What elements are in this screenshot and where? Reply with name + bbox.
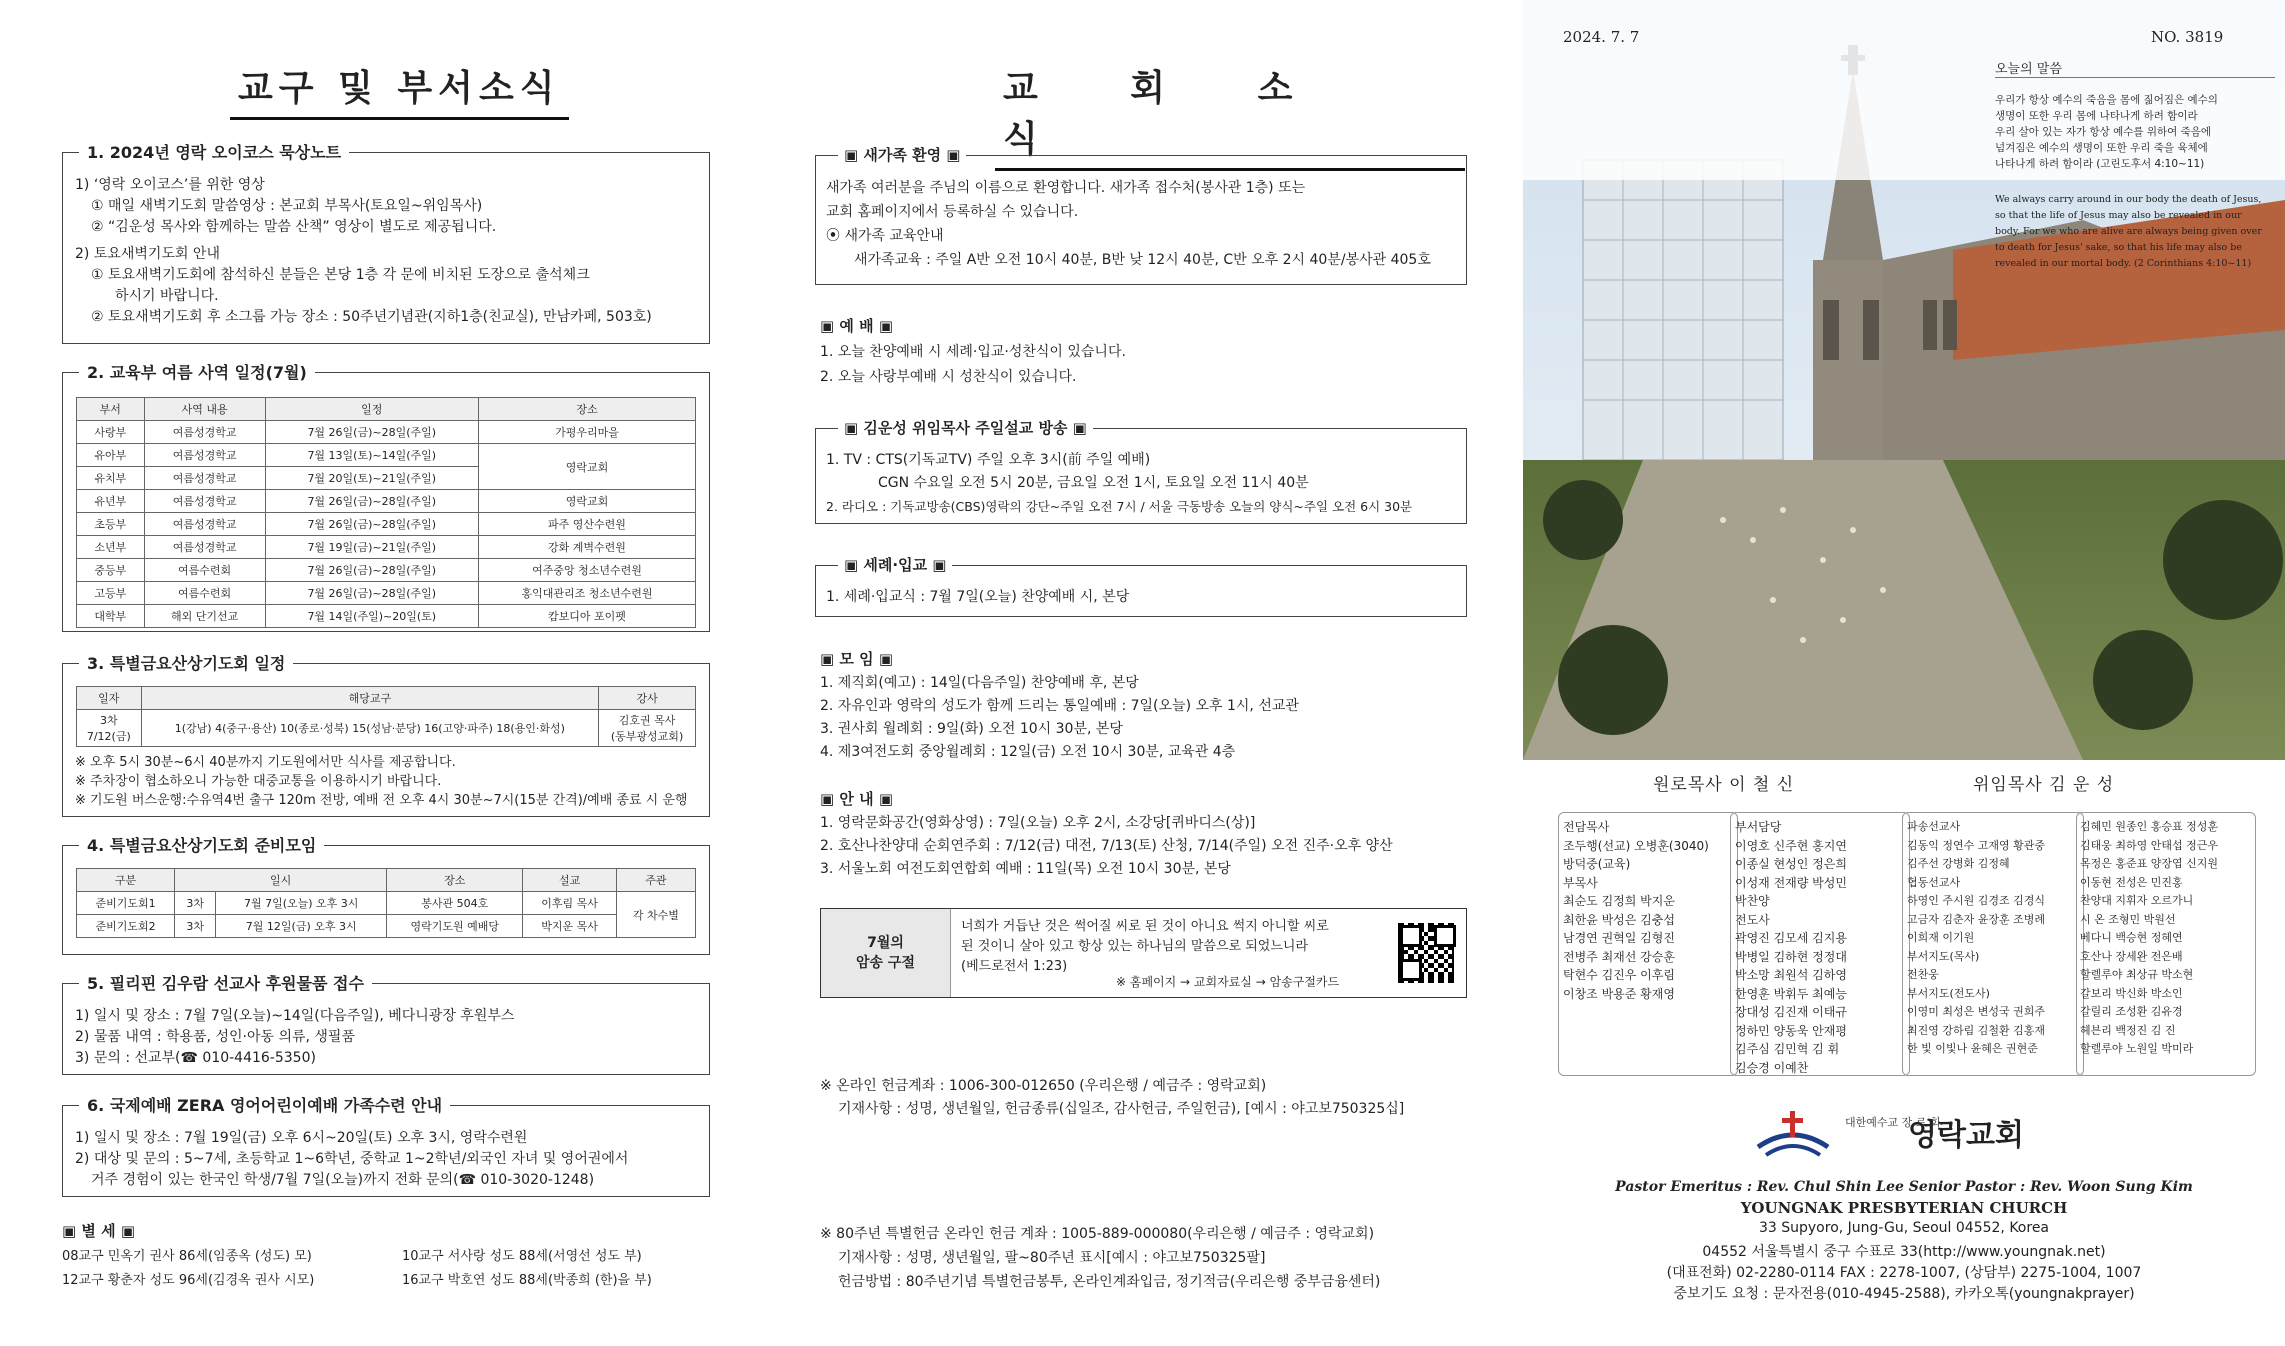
staff-col-1 bbox=[1563, 818, 1709, 1003]
obituary-title: ▣ 별 세 ▣ bbox=[62, 1222, 135, 1240]
obituary-item: 10교구 서사랑 성도 88세(서영선 성도 부) bbox=[402, 1249, 642, 1264]
baptism-title: ▣ 세례·입교 ▣ bbox=[838, 554, 952, 575]
welcome-box bbox=[815, 146, 1467, 285]
staff-line: 최진영 강하림 김철환 김홍재 bbox=[1907, 1023, 2046, 1037]
section-zera bbox=[62, 1096, 710, 1197]
offering-line: ※ 온라인 헌금계좌 : 1006-300-012650 (우리은행 / 예금주 : 영락교회) bbox=[820, 1078, 1267, 1094]
table-header: 설교 bbox=[523, 869, 616, 892]
table-row bbox=[77, 513, 696, 536]
table-cell: 여름성경학교 bbox=[144, 421, 265, 444]
church-name-ko: 영락교회 bbox=[1908, 1118, 2024, 1153]
memory-verse-box bbox=[820, 908, 1467, 998]
table-cell: 캄보디아 포이펫 bbox=[478, 605, 695, 628]
staff-line: 갈릴리 조성환 김유경 bbox=[2080, 1005, 2183, 1018]
welcome-line: 교회 홈페이지에서 등록하실 수 있습니다. bbox=[826, 204, 1079, 220]
staff-line: 파송선교사 bbox=[1907, 820, 1961, 833]
table-cell: 여름수련회 bbox=[144, 582, 265, 605]
table-cell: 봉사관 504호 bbox=[387, 892, 523, 915]
staff-line: 시 온 조형민 박원선 bbox=[2080, 912, 2176, 926]
memory-label-line: 7월의 bbox=[867, 935, 904, 951]
prayer-note: ※ 오후 5시 30분~6시 40분까지 기도원에서만 식사를 제공합니다. bbox=[75, 755, 456, 770]
prayer-request: 중보기도 요청 : 문자전용(010-4945-2588), 카카오톡(youngnakprayer) bbox=[1673, 1286, 2135, 1302]
meeting-title: ▣ 모 임 ▣ bbox=[820, 650, 893, 668]
staff-line: 이영미 최성은 변성국 권희주 bbox=[1907, 1005, 2046, 1018]
staff-line: 이동현 전성은 민진홍 bbox=[2080, 875, 2183, 889]
table-cell: 영락교회 bbox=[478, 444, 695, 490]
word-korean bbox=[1995, 92, 2218, 172]
word-english bbox=[1995, 192, 2262, 272]
table-cell: 김호권 목사 (동부광성교회) bbox=[599, 710, 696, 747]
mid-title: 교 회 소 식 bbox=[995, 60, 1465, 171]
address-en: 33 Supyoro, Jung-Gu, Seoul 04552, Korea bbox=[1758, 1220, 2050, 1236]
table-cell: 가평우리마을 bbox=[478, 421, 695, 444]
word-line: body. For we who are alive are always being given over bbox=[1995, 226, 2262, 237]
staff-line: 최한윤 박성은 김충섭 bbox=[1563, 912, 1675, 927]
table-row bbox=[77, 421, 696, 444]
offering80-line: 헌금방법 : 80주년기념 특별헌금봉투, 온라인계좌입금, 정기적금(우리은행 중부금융센터) bbox=[838, 1274, 1381, 1290]
staff-line: 김혜민 원종인 홍승표 정성훈 bbox=[2080, 820, 2219, 833]
table-cell: 여름성경학교 bbox=[144, 490, 265, 513]
staff-line: 박소망 최원석 김하영 bbox=[1735, 968, 1847, 982]
staff-line: 탁현수 김진우 이후림 bbox=[1563, 968, 1675, 982]
staff-col-2 bbox=[1735, 818, 1847, 1077]
zera-line: 거주 경험이 있는 한국인 학생/7월 7일(오늘)까지 전화 문의(☎ 010-3020-1248) bbox=[91, 1172, 595, 1188]
obituary-list bbox=[62, 1245, 652, 1293]
oikos-line: ① 매일 새벽기도회 말씀영상 : 본교회 부목사(토요일~위임목사) bbox=[91, 198, 483, 214]
table-cell: 박지운 목사 bbox=[523, 915, 616, 938]
staff-line: 김태웅 최하영 안태섭 정근우 bbox=[2080, 838, 2219, 852]
section-zera-title: 6. 국제예배 ZERA 영어어린이예배 가족수련 안내 bbox=[79, 1093, 450, 1116]
table-header: 일정 bbox=[265, 398, 478, 421]
table-cell: 7월 13일(토)~14일(주일) bbox=[265, 444, 478, 467]
zera-line: 1) 일시 및 장소 : 7월 19일(금) 오후 6시~20일(토) 오후 3시, 영락수련원 bbox=[75, 1130, 528, 1146]
section-education-title: 2. 교육부 여름 사역 일정(7월) bbox=[79, 360, 315, 383]
education-table bbox=[76, 397, 696, 628]
staff-line: 전도사 bbox=[1735, 912, 1770, 927]
table-cell: 7월 12일(금) 오후 3시 bbox=[216, 915, 387, 938]
staff-line: 부서지도(목사) bbox=[1907, 949, 1980, 963]
obituary-item: 08교구 민옥기 권사 86세(임종옥 (성도) 모) bbox=[62, 1249, 312, 1264]
memory-line: 너희가 거듭난 것은 썩어질 씨로 된 것이 아니요 썩지 아니할 씨로 bbox=[961, 919, 1329, 934]
table-cell: 7월 7일(오늘) 오후 3시 bbox=[216, 892, 387, 915]
broadcast-box bbox=[815, 419, 1467, 524]
church-denomination: 대한예수교 장 로 회 bbox=[1845, 1116, 1941, 1129]
table-cell: 준비기도회1 bbox=[77, 892, 175, 915]
obituary-item: 12교구 황춘자 성도 96세(김경옥 권사 시모) bbox=[62, 1273, 315, 1288]
table-cell: 여름수련회 bbox=[144, 559, 265, 582]
table-header: 주관 bbox=[616, 869, 695, 892]
memory-link: ※ 홈페이지 → 교회자료실 → 암송구절카드 bbox=[1116, 975, 1340, 989]
word-line: to death for Jesus' sake, so that his life may also be bbox=[1995, 242, 2242, 253]
meeting-line: 4. 제3여전도회 중앙월례회 : 12일(금) 오전 10시 30분, 교육관 4층 bbox=[820, 744, 1236, 760]
word-line: 우리 살아 있는 자가 항상 예수를 위하여 죽음에 bbox=[1995, 126, 2212, 138]
address-ko: 04552 서울특별시 중구 수표로 33(http://www.youngnak.net) bbox=[1702, 1244, 2106, 1260]
staff-line: 할렐루야 최상규 박소현 bbox=[2080, 968, 2194, 981]
staff-line: 이희재 이기원 bbox=[1907, 931, 1975, 944]
word-line: 넘겨짐은 예수의 생명이 또한 우리 죽을 육체에 bbox=[1995, 142, 2208, 154]
donation-line: 3) 문의 : 선교부(☎ 010-4416-5350) bbox=[75, 1050, 316, 1066]
staff-line: 한 빛 이빛나 윤혜은 권현준 bbox=[1907, 1042, 2038, 1055]
table-header: 일시 bbox=[175, 869, 387, 892]
table-row bbox=[77, 490, 696, 513]
table-row bbox=[77, 915, 696, 938]
staff-line: 베다니 백승현 정혜연 bbox=[2080, 931, 2183, 944]
church-name-en: YOUNGNAK PRESBYTERIAN CHURCH bbox=[1740, 1199, 2068, 1217]
table-cell: 홍익대관리조 청소년수련원 bbox=[478, 582, 695, 605]
bulletin-date: 2024. 7. 7 bbox=[1563, 28, 1640, 46]
meeting-line: 1. 제직회(예고) : 14일(다음주일) 찬양예배 후, 본당 bbox=[820, 675, 1139, 691]
staff-line: 이영호 신주현 홍지연 bbox=[1735, 838, 1847, 853]
meeting-line: 2. 자유인과 영락의 성도가 함께 드리는 통일예배 : 7일(오늘) 오후 1시, 선교관 bbox=[820, 698, 1299, 714]
table-header: 부서 bbox=[77, 398, 145, 421]
table-cell: 유치부 bbox=[77, 467, 145, 490]
section-oikos bbox=[62, 143, 710, 344]
offering-line: 기재사항 : 성명, 생년월일, 헌금종류(십일조, 감사헌금, 주일헌금), [예시 : 야고보750325십] bbox=[838, 1101, 1405, 1117]
prayer-note: ※ 기도원 버스운행:수유역4번 출구 120m 전방, 예배 전 오후 4시 30분~7시(15분 간격)/예배 종료 시 운행 bbox=[75, 793, 688, 808]
table-header: 일자 bbox=[77, 687, 142, 710]
table-cell: 중등부 bbox=[77, 559, 145, 582]
offering80-line: 기재사항 : 성명, 생년월일, 팔~80주년 표시[예시 : 야고보750325팔] bbox=[838, 1250, 1266, 1266]
welcome-line: 새가족교육 : 주일 A반 오전 10시 40분, B반 낮 12시 40분, C반 오후 2시 40분/봉사관 405호 bbox=[854, 252, 1431, 268]
oikos-line: 1) ‘영락 오이코스’를 위한 영상 bbox=[75, 177, 265, 193]
table-cell: 여름성경학교 bbox=[144, 467, 265, 490]
prayer-note: ※ 주차장이 협소하오니 가능한 대중교통을 이용하시기 바랍니다. bbox=[75, 774, 442, 789]
section-prayer-title: 3. 특별금요산상기도회 일정 bbox=[79, 651, 293, 674]
table-cell: 해외 단기선교 bbox=[144, 605, 265, 628]
baptism-line: 1. 세례·입교식 : 7월 7일(오늘) 찬양예배 시, 본당 bbox=[826, 589, 1130, 605]
memory-line: (베드로전서 1:23) bbox=[961, 959, 1068, 974]
staff-line: 김승경 이예찬 bbox=[1735, 1060, 1809, 1075]
section-donation-title: 5. 필리핀 김우람 선교사 후원물품 접수 bbox=[79, 971, 372, 994]
worship-line: 2. 오늘 사랑부예배 시 성찬식이 있습니다. bbox=[820, 369, 1077, 385]
welcome-line: 새가족 여러분을 주님의 이름으로 환영합니다. 새가족 접수처(봉사관 1층) 또는 bbox=[826, 180, 1306, 196]
staff-line: 헤븐리 백정진 김 진 bbox=[2080, 1023, 2176, 1037]
donation-line: 1) 일시 및 장소 : 7월 7일(오늘)~14일(다음주일), 베다니광장 후원부스 bbox=[75, 1008, 515, 1024]
table-row bbox=[77, 582, 696, 605]
table-cell: 3차 bbox=[175, 892, 216, 915]
broadcast-line: CGN 수요일 오전 5시 20분, 금요일 오전 1시, 토요일 오전 11시 40분 bbox=[878, 475, 1309, 491]
staff-line: 찬양대 지휘자 오르가니 bbox=[2080, 894, 2194, 907]
table-cell: 7월 26일(금)~28일(주일) bbox=[265, 513, 478, 536]
word-line: 나타나게 하려 함이라 (고린도후서 4:10~11) bbox=[1995, 158, 2205, 170]
table-header: 해당교구 bbox=[141, 687, 599, 710]
pastors-english: Pastor Emeritus : Rev. Chul Shin Lee Senior Pastor : Rev. Woon Sung Kim bbox=[1615, 1179, 2193, 1195]
staff-col-4 bbox=[2080, 818, 2218, 1059]
table-cell: 고등부 bbox=[77, 582, 145, 605]
pastor-emeritus: 원로목사 이 철 신 bbox=[1653, 775, 1795, 795]
table-cell: 유아부 bbox=[77, 444, 145, 467]
notice-line: 1. 영락문화공간(영화상영) : 7일(오늘) 오후 2시, 소강당[퀴바디스(상)] bbox=[820, 815, 1256, 831]
table-cell: 이후림 목사 bbox=[523, 892, 616, 915]
notice-body bbox=[820, 812, 1393, 881]
table-cell: 3차 7/12(금) bbox=[77, 710, 142, 747]
staff-line: 협동선교사 bbox=[1907, 875, 1961, 889]
staff-line: 전찬웅 bbox=[1907, 968, 1939, 981]
telephone: (대표전화) 02-2280-0114 FAX : 2278-1007, (상담부) 2275-1004, 1007 bbox=[1666, 1265, 2142, 1281]
meeting-body bbox=[820, 672, 1299, 764]
word-line: 생명이 또한 우리 몸에 나타나게 하려 함이라 bbox=[1995, 110, 2198, 122]
section-education bbox=[62, 363, 710, 632]
offering-online bbox=[820, 1075, 1404, 1121]
broadcast-line: 2. 라디오 : 기독교방송(CBS)영락의 강단~주일 오전 7시 / 서울 극동방송 오늘의 양식~주일 오전 6시 30분 bbox=[826, 499, 1413, 514]
section-oikos-title: 1. 2024년 영락 오이코스 묵상노트 bbox=[79, 140, 349, 163]
table-row bbox=[77, 559, 696, 582]
table-cell: 여주중앙 청소년수련원 bbox=[478, 559, 695, 582]
oikos-line: ① 토요새벽기도회에 참석하신 분들은 본당 1층 각 문에 비치된 도장으로 출석체크 bbox=[91, 267, 590, 283]
staff-line: 조두행(선교) 오병훈(3040) bbox=[1563, 838, 1709, 853]
notice-line: 2. 호산나찬양대 순회연주회 : 7/12(금) 대전, 7/13(토) 산청, 7/14(주일) 오전 진주·오후 양산 bbox=[820, 838, 1393, 854]
staff-line: 김동익 정연수 고재영 황관중 bbox=[1907, 838, 2046, 852]
welcome-title: ▣ 새가족 환영 ▣ bbox=[838, 144, 966, 165]
senior-pastor: 위임목사 김 운 성 bbox=[1973, 775, 2115, 795]
staff-line: 한영훈 박휘두 최예능 bbox=[1735, 986, 1847, 1001]
meeting-line: 3. 권사회 월례회 : 9일(화) 오전 10시 30분, 본당 bbox=[820, 721, 1123, 737]
oikos-line: 2) 토요새벽기도회 안내 bbox=[75, 246, 220, 262]
prayer-table bbox=[76, 686, 696, 747]
table-header: 장소 bbox=[478, 398, 695, 421]
table-row bbox=[77, 710, 696, 747]
table-cell: 강화 계벽수련원 bbox=[478, 536, 695, 559]
word-line: so that the life of Jesus may also be revealed in our bbox=[1995, 210, 2242, 221]
table-cell: 7월 20일(토)~21일(주일) bbox=[265, 467, 478, 490]
staff-line: 박찬양 bbox=[1735, 894, 1770, 908]
table-cell: 각 차수별 bbox=[616, 892, 695, 938]
staff-line: 최순도 김정희 박지운 bbox=[1563, 894, 1675, 908]
staff-line: 할렐루야 노원일 박미라 bbox=[2080, 1042, 2194, 1055]
table-cell: 준비기도회2 bbox=[77, 915, 175, 938]
staff-line: 곽영진 김모세 김지용 bbox=[1735, 931, 1847, 945]
table-header: 사역 내용 bbox=[144, 398, 265, 421]
staff-line: 호산나 장세완 전은배 bbox=[2080, 949, 2183, 963]
section-prep-title: 4. 특별금요산상기도회 준비모임 bbox=[79, 833, 324, 856]
broadcast-title: ▣ 김운성 위임목사 주일설교 방송 ▣ bbox=[838, 417, 1093, 438]
prep-table bbox=[76, 868, 696, 938]
staff-col-3 bbox=[1907, 818, 2045, 1059]
table-row bbox=[77, 892, 696, 915]
left-title: 교구 및 부서소식 bbox=[230, 60, 569, 120]
table-cell: 초등부 bbox=[77, 513, 145, 536]
word-line: revealed in our mortal body. (2 Corinthians 4:10~11) bbox=[1995, 258, 2252, 269]
worship-title: ▣ 예 배 ▣ bbox=[820, 317, 893, 335]
staff-line: 목정은 홍준표 양장엽 신지원 bbox=[2080, 857, 2219, 870]
staff-line: 하영인 주시원 김경조 김경식 bbox=[1907, 894, 2046, 907]
staff-line: 정하민 양동욱 안재평 bbox=[1735, 1023, 1847, 1038]
table-cell: 7월 26일(금)~28일(주일) bbox=[265, 559, 478, 582]
offering-80th bbox=[820, 1222, 1380, 1294]
church-logo-icon bbox=[1748, 1105, 1838, 1165]
staff-line: 박병일 김하현 정정대 bbox=[1735, 949, 1847, 964]
table-cell: 여름성경학교 bbox=[144, 536, 265, 559]
worship-line: 1. 오늘 찬양예배 시 세례·입교·성찬식이 있습니다. bbox=[820, 344, 1126, 360]
table-cell: 7월 26일(금)~28일(주일) bbox=[265, 582, 478, 605]
oikos-line: ② 토요새벽기도회 후 소그룹 가능 장소 : 50주년기념관(지하1층(친교실), 만남카페, 503호) bbox=[91, 309, 652, 325]
oikos-line: 하시기 바랍니다. bbox=[115, 288, 219, 304]
section-donation bbox=[62, 974, 710, 1075]
table-cell: 파주 영산수련원 bbox=[478, 513, 695, 536]
broadcast-line: 1. TV : CTS(기독교TV) 주일 오후 3시(前 주일 예배) bbox=[826, 452, 1151, 468]
table-header: 구분 bbox=[77, 869, 175, 892]
word-line: We always carry around in our body the death of Jesus, bbox=[1995, 194, 2262, 205]
table-cell: 7월 26일(금)~28일(주일) bbox=[265, 421, 478, 444]
donation-line: 2) 물품 내역 : 학용품, 성인·아동 의류, 생필품 bbox=[75, 1029, 355, 1045]
cover-column bbox=[1523, 0, 2285, 1346]
memory-label bbox=[821, 909, 951, 997]
table-cell: 여름성경학교 bbox=[144, 513, 265, 536]
table-header: 장소 bbox=[387, 869, 523, 892]
notice-line: 3. 서울노회 여전도회연합회 예배 : 11일(목) 오전 10시 30분, 본당 bbox=[820, 861, 1231, 877]
staff-line: 고금자 김춘자 윤장훈 조병례 bbox=[1907, 912, 2046, 926]
staff-line: 부서지도(전도사) bbox=[1907, 986, 1990, 1000]
baptism-box bbox=[815, 556, 1467, 617]
table-row bbox=[77, 605, 696, 628]
table-cell: 영락교회 bbox=[478, 490, 695, 513]
staff-line: 부목사 bbox=[1563, 875, 1598, 890]
obituary-item: 16교구 박호연 성도 88세(박종희 (한)을 부) bbox=[402, 1273, 652, 1288]
table-cell: 소년부 bbox=[77, 536, 145, 559]
table-cell: 영락기도원 예배당 bbox=[387, 915, 523, 938]
oikos-line: ② “김운성 목사와 함께하는 말씀 산책” 영상이 별도로 제공됩니다. bbox=[91, 219, 497, 235]
table-row bbox=[77, 536, 696, 559]
qr-code-icon[interactable] bbox=[1398, 923, 1458, 983]
zera-line: 2) 대상 및 문의 : 5~7세, 초등학교 1~6학년, 중학교 1~2학년/외국인 자녀 및 영어권에서 bbox=[75, 1151, 629, 1167]
staff-line: 전담목사 bbox=[1563, 820, 1610, 834]
table-cell: 여름성경학교 bbox=[144, 444, 265, 467]
table-cell: 1(강남) 4(중구·용산) 10(종로·성북) 15(성남·분당) 16(고양·파주) 18(용인·화성) bbox=[141, 710, 599, 747]
staff-line: 전병주 최재선 강승훈 bbox=[1563, 949, 1675, 964]
table-cell: 7월 26일(금)~28일(주일) bbox=[265, 490, 478, 513]
staff-line: 김주심 김민혁 김 휘 bbox=[1735, 1042, 1840, 1056]
table-row bbox=[77, 444, 696, 467]
staff-line: 김주선 강병화 김정혜 bbox=[1907, 857, 2010, 870]
staff-line: 이성재 전재량 박성민 bbox=[1735, 875, 1847, 890]
staff-line: 방덕중(교육) bbox=[1563, 857, 1631, 871]
table-cell: 3차 bbox=[175, 915, 216, 938]
memory-label-line: 암송 구절 bbox=[856, 955, 915, 971]
offering80-line: ※ 80주년 특별헌금 온라인 헌금 계좌 : 1005-889-000080(우리은행 / 예금주 : 영락교회) bbox=[820, 1226, 1375, 1242]
table-cell: 유년부 bbox=[77, 490, 145, 513]
staff-line: 장대성 김진재 이태규 bbox=[1735, 1005, 1847, 1019]
table-cell: 대학부 bbox=[77, 605, 145, 628]
section-prayer-prep bbox=[62, 836, 710, 955]
staff-line: 이종실 현성인 정은희 bbox=[1735, 857, 1847, 871]
staff-line: 갈보리 박신화 박소인 bbox=[2080, 986, 2183, 1000]
memory-line: 된 것이니 살아 있고 항상 있는 하나님의 말씀으로 되었느니라 bbox=[961, 939, 1309, 954]
staff-line: 부서담당 bbox=[1735, 820, 1782, 834]
table-cell: 7월 19일(금)~21일(주일) bbox=[265, 536, 478, 559]
section-prayer-schedule bbox=[62, 654, 710, 817]
notice-title: ▣ 안 내 ▣ bbox=[820, 790, 893, 808]
table-cell: 7월 14일(주일)~20일(토) bbox=[265, 605, 478, 628]
word-line: 우리가 항상 예수의 죽음을 몸에 짊어짐은 예수의 bbox=[1995, 94, 2218, 106]
staff-line: 이창조 박용준 황재영 bbox=[1563, 986, 1675, 1001]
bulletin-number: NO. 3819 bbox=[2151, 28, 2224, 46]
table-cell: 사랑부 bbox=[77, 421, 145, 444]
welcome-line: ⦿ 새가족 교육안내 bbox=[826, 228, 944, 244]
word-title: 오늘의 말씀 bbox=[1995, 58, 2275, 78]
table-header: 강사 bbox=[599, 687, 696, 710]
worship-body bbox=[820, 340, 1126, 390]
staff-line: 남경연 권혁일 김형진 bbox=[1563, 931, 1675, 945]
